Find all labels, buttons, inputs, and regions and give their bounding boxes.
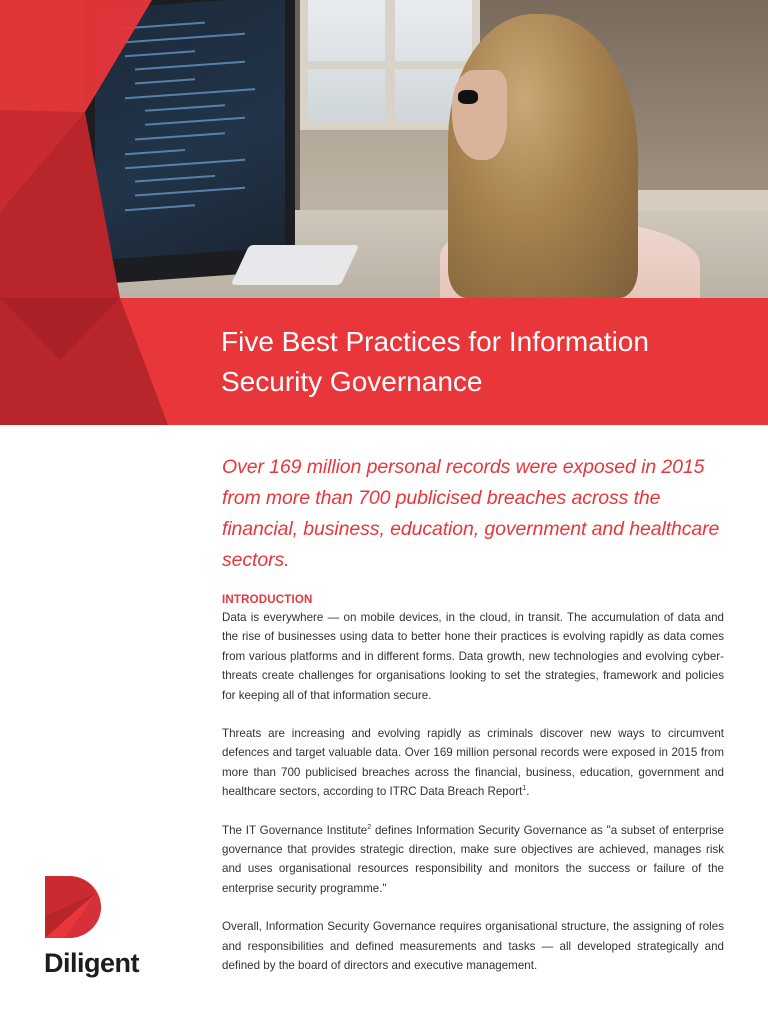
page-title-line-2: Security Governance bbox=[221, 366, 483, 397]
intro-paragraph-1: Data is everywhere — on mobile devices, in the cloud, in transit. The accumulation of data and the rise of businesses using data to better hone their practices is evolving rapidly as data comes from various platforms and in different forms. Data growth, new technologies and evolving cyber-threats create challenges for organisations looking to set the strategies, framework and policies for keeping all of that information secure. bbox=[222, 611, 724, 702]
intro-paragraph-3-rest: defines Information Security Governance as "a subset of enterprise governance that provides strategic direction, make sure objectives are achieved, manages risk and uses organisational resources responsibility and monitors the success or failure of the enterprise security programme." bbox=[222, 823, 724, 895]
intro-paragraph-2 bbox=[222, 724, 724, 802]
footnote-ref-1[interactable]: 1 bbox=[522, 785, 527, 793]
footnote-ref-2[interactable]: 2 bbox=[367, 823, 372, 831]
diligent-logo-wordmark: Diligent bbox=[44, 948, 139, 978]
intro-paragraph-4: Overall, Information Security Governance requires organisational structure, the assigning of roles and responsibilities and defined measurements and tasks — all developed strategically and defined by the board of directors and executive management. bbox=[222, 920, 724, 973]
introduction-section bbox=[222, 592, 724, 995]
intro-paragraph-3 bbox=[222, 821, 724, 899]
intro-paragraph-3-start: The IT Governance Institute bbox=[222, 823, 368, 837]
page-title bbox=[221, 322, 741, 402]
intro-paragraph-2-end: . bbox=[526, 785, 530, 799]
section-heading-introduction: INTRODUCTION bbox=[222, 594, 313, 606]
intro-paragraph-2-text: Threats are increasing and evolving rapidly as criminals discover new ways to circumvent defences and target valuable data. Over 169 million personal records were exposed in 2015 from more than 700 publicised breaches across the financial, business, education, government and healthcare sectors, according to ITRC Data Breach Report bbox=[222, 727, 724, 799]
page-title-line-1: Five Best Practices for Information bbox=[221, 326, 649, 357]
diligent-logo-icon bbox=[45, 876, 101, 938]
pull-quote: Over 169 million personal records were exposed in 2015 from more than 700 publicised breaches across the financial, business, education, government and healthcare sectors. bbox=[222, 456, 720, 571]
